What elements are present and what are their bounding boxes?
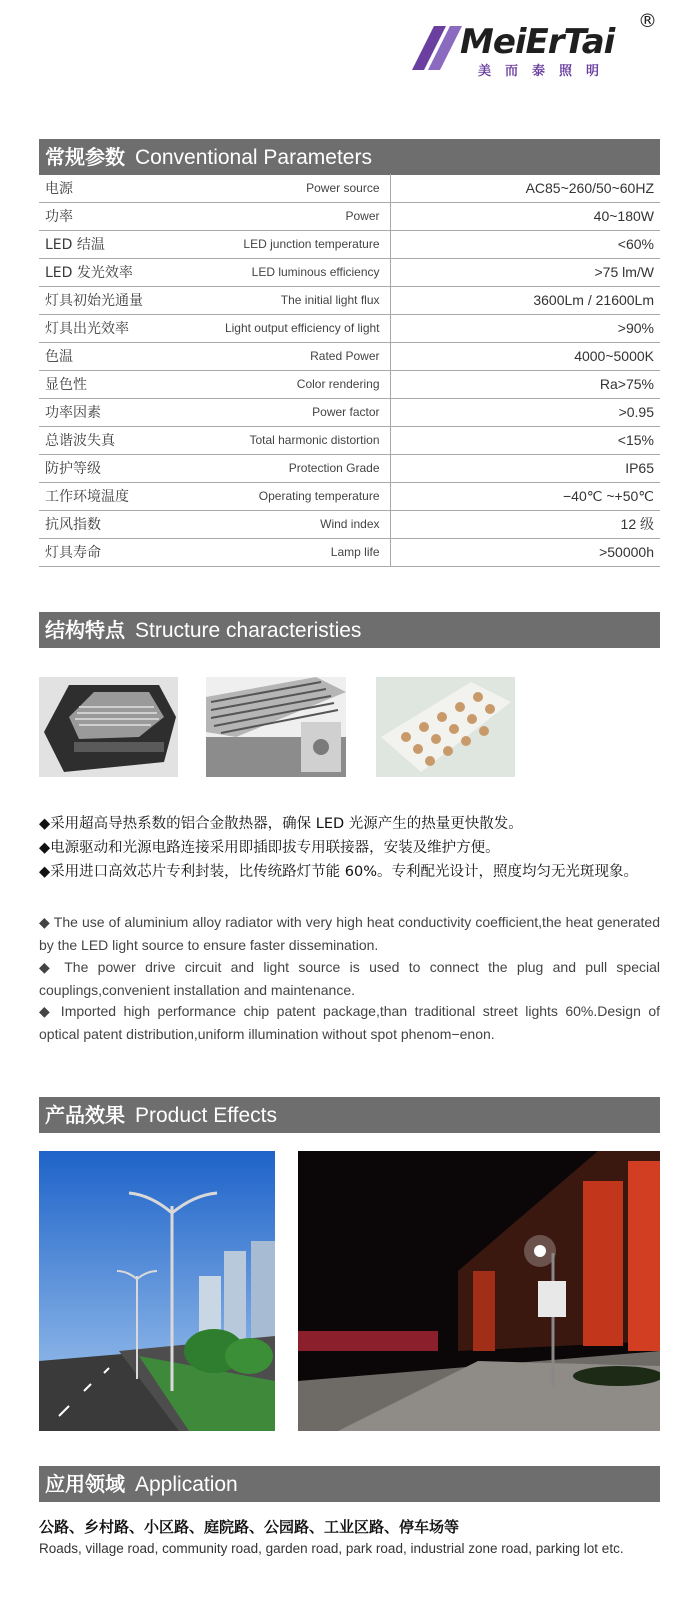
param-value: 40~180W	[390, 202, 660, 230]
param-row	[39, 202, 660, 230]
param-name-zh: 功率因素	[39, 398, 179, 426]
param-name-en: Power source	[179, 174, 390, 202]
param-name-zh: LED 发光效率	[39, 258, 179, 286]
param-row	[39, 398, 660, 426]
param-name-zh: 显色性	[39, 370, 179, 398]
param-value: >90%	[390, 314, 660, 342]
application-text-en: Roads, village road, community road, garden road, park road, industrial zone road, parking lot etc.	[39, 1541, 624, 1556]
section-title-zh: 常规参数	[45, 145, 125, 169]
param-value: >0.95	[390, 398, 660, 426]
param-name-zh: 色温	[39, 342, 179, 370]
param-row	[39, 342, 660, 370]
param-name-en: Power factor	[179, 398, 390, 426]
feature-en-2: ◆ The power drive circuit and light source is used to connect the plug and pull special couplings,convenient installation and maintenance.	[39, 959, 660, 998]
param-name-en: Protection Grade	[179, 454, 390, 482]
heatsink-photo	[39, 677, 178, 777]
param-name-zh: 防护等级	[39, 454, 179, 482]
param-name-zh: 抗风指数	[39, 510, 179, 538]
param-value: Ra>75%	[390, 370, 660, 398]
param-row	[39, 510, 660, 538]
param-row	[39, 370, 660, 398]
section-title-en: Conventional Parameters	[135, 146, 372, 169]
param-name-en: Rated Power	[179, 342, 390, 370]
param-row	[39, 258, 660, 286]
section-header-structure	[39, 612, 660, 648]
param-name-en: LED luminous efficiency	[179, 258, 390, 286]
feature-en-1: ◆ The use of aluminium alloy radiator with very high heat conductivity coefficient,the heat generated by the LED light source to ensure faster dissemination.	[39, 914, 660, 953]
feature-zh-1: ◆采用超高导热系数的铝合金散热器，确保 LED 光源产生的热量更快散发。	[39, 816, 523, 832]
param-value: >75 lm/W	[390, 258, 660, 286]
section-title-en: Product Effects	[135, 1104, 278, 1127]
param-name-en: Total harmonic distortion	[179, 426, 390, 454]
led-module-photo	[376, 677, 515, 777]
param-name-en: Power	[179, 202, 390, 230]
param-value: 3600Lm / 21600Lm	[390, 286, 660, 314]
param-value: >50000h	[390, 538, 660, 566]
section-title-zh: 应用领域	[45, 1472, 125, 1496]
param-value: −40℃ ~+50℃	[390, 482, 660, 510]
feature-en-3: ◆ Imported high performance chip patent package,than traditional street lights 60%.Design of optical patent distribution,uniform illumination without spot phenom−enon.	[39, 1003, 660, 1042]
param-value: AC85~260/50~60HZ	[390, 174, 660, 202]
param-row	[39, 314, 660, 342]
day-road-photo	[39, 1151, 275, 1431]
logo-chinese-text: 美而泰照明	[478, 64, 614, 79]
logo-brand-text: MeiErTai	[460, 22, 615, 62]
application-text-zh: 公路、乡村路、小区路、庭院路、公园路、工业区路、停车场等	[39, 1518, 460, 1536]
param-row	[39, 230, 660, 258]
param-name-en: The initial light flux	[179, 286, 390, 314]
param-value: 4000~5000K	[390, 342, 660, 370]
param-value: 12 级	[390, 510, 660, 538]
param-name-en: Operating temperature	[179, 482, 390, 510]
param-name-zh: 灯具初始光通量	[39, 286, 179, 314]
param-name-zh: 灯具出光效率	[39, 314, 179, 342]
logo-mark-icon	[412, 26, 466, 70]
feature-zh-3: ◆采用进口高效芯片专利封装，比传统路灯节能 60%。专利配光设计，照度均匀无光斑现象。	[39, 864, 638, 880]
section-title-en: Structure characteristies	[135, 619, 362, 642]
param-value: <15%	[390, 426, 660, 454]
section-header-effects	[39, 1097, 660, 1133]
param-name-en: Color rendering	[179, 370, 390, 398]
param-name-en: LED junction temperature	[179, 230, 390, 258]
feature-zh-2: ◆电源驱动和光源电路连接采用即插即拔专用联接器，安装及维护方便。	[39, 840, 500, 856]
radiator-photo	[206, 677, 346, 777]
param-name-en: Lamp life	[179, 538, 390, 566]
param-row	[39, 538, 660, 566]
param-row	[39, 482, 660, 510]
param-name-en: Light output efficiency of light	[179, 314, 390, 342]
param-row	[39, 286, 660, 314]
section-title-zh: 产品效果	[45, 1103, 125, 1127]
param-name-en: Wind index	[179, 510, 390, 538]
section-title-zh: 结构特点	[45, 618, 125, 642]
param-name-zh: 电源	[39, 174, 179, 202]
param-row	[39, 174, 660, 202]
parameters-table	[39, 174, 660, 567]
section-title-en: Application	[135, 1473, 238, 1496]
brand-logo	[412, 10, 662, 79]
param-name-zh: 灯具寿命	[39, 538, 179, 566]
param-name-zh: LED 结温	[39, 230, 179, 258]
registered-mark: ®	[638, 10, 657, 32]
param-row	[39, 426, 660, 454]
param-value: <60%	[390, 230, 660, 258]
night-plaza-photo	[298, 1151, 660, 1431]
param-row	[39, 454, 660, 482]
param-name-zh: 功率	[39, 202, 179, 230]
section-header-application	[39, 1466, 660, 1502]
param-name-zh: 总谐波失真	[39, 426, 179, 454]
section-header-params	[39, 139, 660, 175]
param-name-zh: 工作环境温度	[39, 482, 179, 510]
param-value: IP65	[390, 454, 660, 482]
